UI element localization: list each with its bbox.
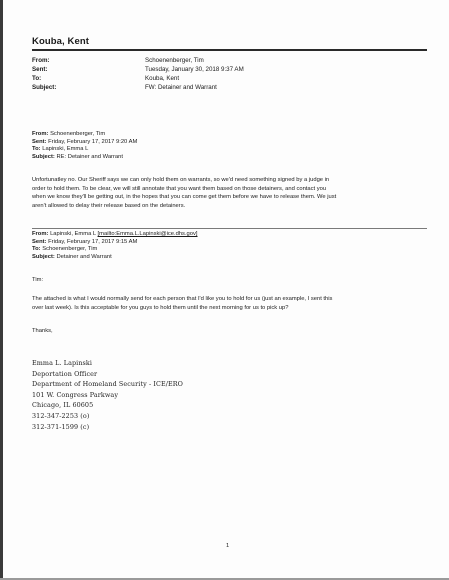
forward-from-value: Schoenenberger, Tim [145,57,204,64]
signature-city: Chicago, IL 60605 [32,401,94,410]
forward-to-value: Kouba, Kent [145,75,180,82]
reply-from-row [32,131,105,139]
original-sent-label: Sent: [32,238,47,245]
reply-to-label: To: [32,146,41,153]
original-from-label: From: [32,231,49,237]
original-from-value: Lapinski, Emma L [50,231,96,237]
original-sent-value: Friday, February 17, 2017 9:15 AM [48,238,138,245]
original-to-label: To: [32,246,41,253]
original-body-line: over last week). Is this acceptable for you guys to hold them until the next morning for us to pick up? [32,304,289,311]
reply-subject-value: RE: Detainer and Warrant [56,153,123,160]
reply-sent-label: Sent: [32,138,47,145]
message-divider [32,228,427,229]
page-number: 1 [226,543,230,549]
reply-subject-label: Subject: [32,153,55,160]
original-body-line: The attached is what I would normally send for each person that I'd like you to hold for us (just an example, I sent this [32,296,333,302]
heading-rule [32,49,427,51]
signature-title: Deportation Officer [32,369,98,378]
signature-cell-phone: 312-371-1599 (c) [32,422,90,431]
reply-body-line: aren't allowed to delay their release based on the detainers. [32,202,186,209]
forward-sent-label: Sent: [32,66,48,73]
original-body [32,295,427,312]
original-subject-row [32,254,112,262]
reply-body-line: when we know they'll be getting out, in the hopes that you can come get them before we have to release them. We just [32,194,337,201]
reply-body [32,176,427,210]
original-mailto-link[interactable]: [mailto:Emma.L.Lapinski@ice.dhs.gov] [97,231,198,237]
mailbox-owner-name: Kouba, Kent [32,36,90,47]
reply-from-value: Schoenenberger, Tim [50,131,106,137]
original-sent-row [32,239,137,247]
reply-sent-row [32,139,137,147]
forward-subject-value: FW: Detainer and Warrant [145,84,217,91]
reply-body-line: order to hold them. To be clear, we will still annotate that you want them based on those detainers, and contact you [32,185,327,192]
original-subject-value: Detainer and Warrant [56,253,112,260]
original-from-row [32,231,198,239]
forward-from-label: From: [32,57,50,64]
original-subject-label: Subject: [32,253,55,260]
forward-sent-value: Tuesday, January 30, 2018 9:37 AM [145,66,244,73]
signature-department: Department of Homeland Security - ICE/ERO [32,380,183,389]
signature-office-phone: 312-347-2253 (o) [32,411,90,420]
forward-to-label: To: [32,75,42,82]
reply-from-label: From: [32,131,49,137]
signature-block [32,358,183,432]
signature-street: 101 W. Congress Parkway [32,390,119,399]
original-to-row [32,246,97,254]
forward-subject-label: Subject: [32,84,57,91]
original-to-value: Schoenenberger, Tim [42,246,98,253]
original-greeting: Tim: [32,277,44,283]
reply-subject-row [32,154,123,162]
scan-edge-left [0,0,3,580]
reply-to-row [32,146,88,154]
reply-to-value: Lapinski, Emma L [42,146,89,153]
signature-name: Emma L. Lapinski [32,359,93,367]
reply-sent-value: Friday, February 17, 2017 9:20 AM [48,138,138,145]
original-closing: Thanks, [32,328,53,334]
reply-body-line: Unfortunatley no. Our Sheriff says we can only hold them on warrants, so we'd need something signed by a judge in [32,177,330,183]
